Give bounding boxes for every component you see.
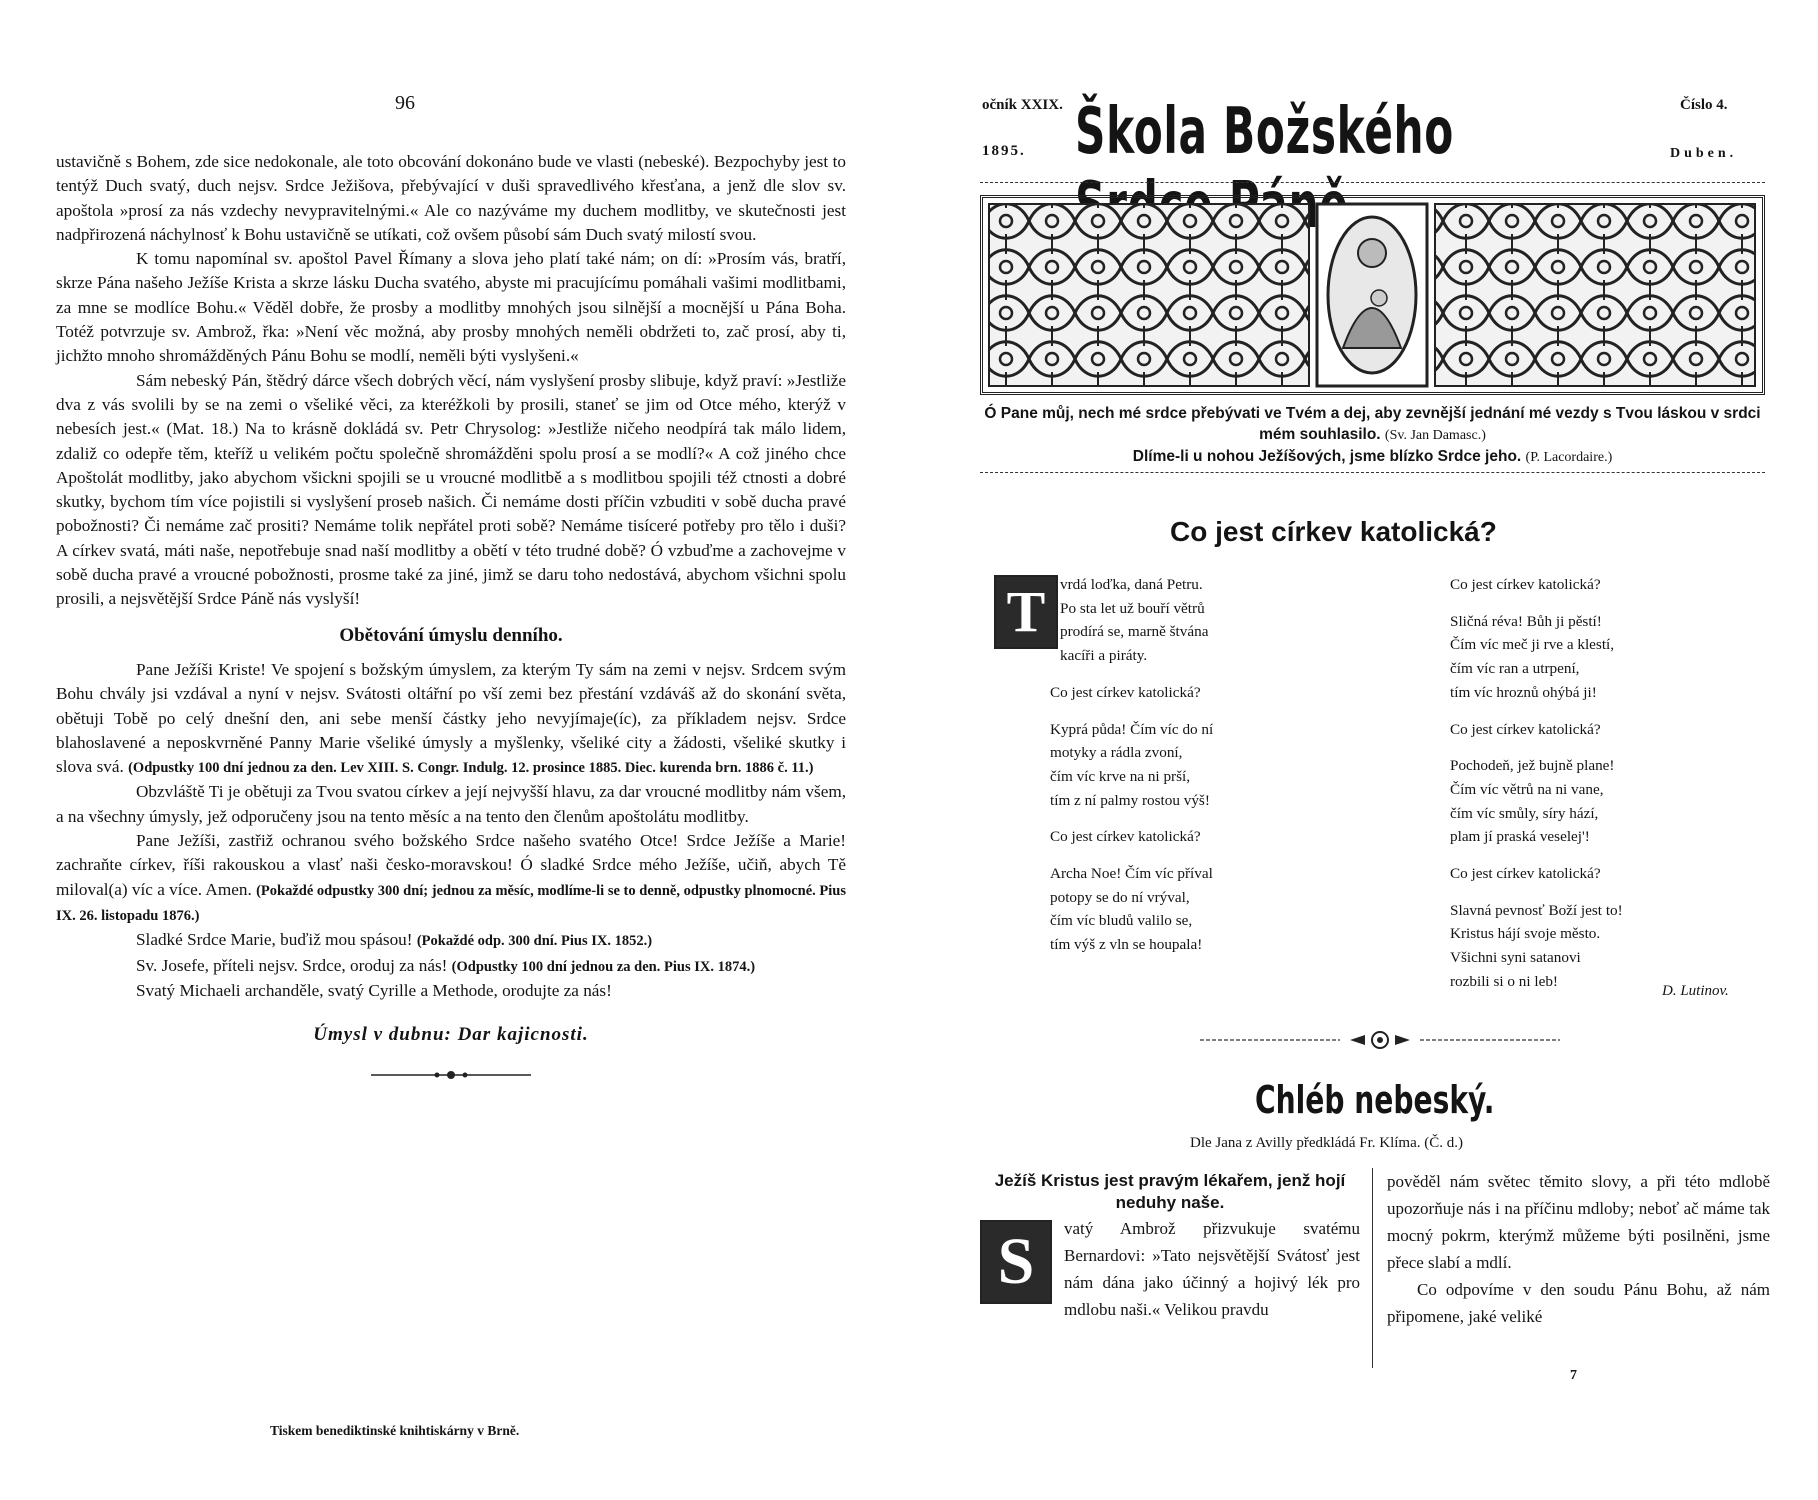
refrain: Co jest církev katolická? [1450, 720, 1601, 738]
ornament-scroll-icon [983, 198, 1762, 392]
column-divider [1372, 1168, 1373, 1368]
motto-citation: (Sv. Jan Damasc.) [1384, 428, 1486, 443]
article-paragraph [980, 1215, 1360, 1323]
article-column-right [1387, 1168, 1770, 1330]
motto-citation: (P. Lacordaire.) [1525, 450, 1613, 465]
stanza: Archa Noe! Čím víc příval potopy se do ní vrýval, čím víc bludů valilo se, tím výš z vln se houpala! [1050, 865, 1213, 954]
prayer-text: Sladké Srdce Marie, buďiž mou spásou! [136, 930, 413, 950]
poem-column-right [1450, 573, 1750, 1007]
stanza: Pochodeň, jež bujně plane! Čím víc větrů na ni vane, čím víc smůly, síry hází, plam jí praská veselej'! [1450, 757, 1615, 846]
article-title: Chléb nebeský. [1255, 1078, 1495, 1122]
refrain: Co jest církev katolická? [1050, 828, 1201, 846]
prayer [56, 658, 846, 780]
rule [980, 182, 1765, 183]
article-section-heading: Ježíš Kristus jest pravým lékařem, jenž hojí neduhy naše. [994, 1171, 1346, 1212]
article-dropcap: S [980, 1220, 1052, 1304]
poem-dropcap: T [994, 575, 1058, 649]
poem-author: D. Lutinov. [1662, 983, 1729, 999]
article-paragraph: pověděl nám světec těmito slovy, a při této mdlobě upozorňuje nás i na příčinu mdloby; neboť ač máme tak mocný pokrm, kterýmž můžeme býti posilněni, jsme přece slabí a mdlí. [1387, 1172, 1770, 1272]
paragraph: ustavičně s Bohem, zde sice nedokonale, ale toto obcování dokonáno bude ve vlasti (nebeské). Bezpochyby jest to tentýž Duch svatý, duch nejsv. Srdce Ježišova, přebývající v duši spravedlivého křesťana, a jenž dle slov sv. apoštola »prosí za nás vzdechy nevypravitelnými.« Ale co nazýváme my duchem modlitby, ve skutečnosti jest nadpřirozená náchylnosť k Bohu ustavičně se utíkati, což ovšem působí sám Duch svatý milostí svou. [56, 152, 846, 244]
month-label: Duben. [1670, 146, 1738, 161]
prayer [56, 954, 846, 979]
divider-ornament-icon [371, 1068, 531, 1082]
section-divider-icon [1200, 1030, 1560, 1050]
poem-title: Co jest církev katolická? [1170, 516, 1497, 547]
prayer [56, 928, 846, 953]
dropcap-spacer [980, 1215, 1064, 1315]
prayer-text: Pane Ježíši Kriste! Ve spojení s božským úmyslem, za kterým Ty sám na zemi v nejsv. Srdcem svým Bohu chvály jsi vzdával a nyní v nejsv. Svátosti oltářní po vší zemi bez přestání vzdáváš až do skonání světa, obětuji Tobě po celý dnešní den, ani sebe menší částky jeho nevyjímaje(íc), za příkladem nejsv. Srdce blahoslavené a neposkvrněné Panny Marie všeliké úmysly a myšlenky, všeliké city a žádosti, všeliké skutky i slova svá. [56, 659, 846, 777]
indulgence-note: (Pokaždé odp. 300 dní. Pius IX. 1852.) [416, 933, 653, 950]
motto-block [980, 403, 1765, 468]
left-page-number: 96 [395, 92, 415, 114]
rule [980, 472, 1765, 473]
refrain: Co jest církev katolická? [1450, 865, 1601, 883]
masthead-title: Škola Božského [1075, 95, 1454, 169]
motto-line [980, 403, 1765, 446]
right-page [910, 0, 1818, 1500]
article-column-left [980, 1215, 1360, 1323]
ornamental-banner [980, 195, 1765, 395]
stanza: vrdá loďka, daná Petru. Po sta let už bouří větrů prodírá se, marně štvána kacíři a piráty. [1060, 576, 1209, 665]
divider-ornament [56, 1065, 846, 1089]
article-text: vatý Ambrož přizvukuje svatému Bernardovi: »Tato nejsvětější Svátosť jest nám dána jako účinný a hojivý lék pro mdlobu naši.« Velikou pravdu [1064, 1219, 1360, 1319]
indulgence-note: (Odpustky 100 dní jednou za den. Lev XIII. S. Congr. Indulg. 12. prosince 1885. Diec. kurenda brn. 1886 č. 11.) [128, 760, 814, 777]
paragraph: Sám nebeský Pán, štědrý dárce všech dobrých věcí, nám vyslyšení prosby slibuje, když praví: »Jestliže dva z vás svolili by se na zemi o všeliké věci, za kteréžkoli by prosili, staneť se jim od Otce mého, kterýž v nebesích jest.« (Mat. 18.) Na to krásně dokládá sv. Petr Chrysolog: »Jestliže ničeho neodpírá tak málo lidem, zdaliž co odepře těm, kteříž u velikém počtu společně shromážděni spolu prosí a se modlí?« A což jiného chce Apoštolát modlitby, jako abychom všickni spojili se u vroucné modlitbě a s modlitbou spojili též ctnosti a dobré skutky, bychom tím více pojistili si vyslyšení proseb našich. Či nemáme dosti příčin vzbuditi v sobě ducha pravé pobožnosti? Či nemáme zač prositi? Nemáme tolik nepřátel proti sobě? Nemáme tisíceré potřeby pro tělo i duši? A církev svatá, máti naše, nepotřebuje snad naší modlitby a obětí v této trudné době? Ó vzbuďme a zachovejme v sobě ducha pravé a vroucné pobožnosti, prosme také za jiné, jimž se daru toho nedostává, abychom všichni spolu prosili, a nejsvětější Srdce Páně nás vyslyší! [56, 370, 846, 609]
prayer [56, 829, 846, 928]
prayer: Obzvláště Ti je obětuji za Tvou svatou církev a její nejvyšší hlavu, za dar vroucné modlitby nám všem, a na všechny úmysly, jež odporučeny jsou na tento měsíc a na tento den členům apoštolátu modlitby. [56, 782, 846, 826]
motto-text: Ó Pane můj, nech mé srdce přebývati ve Tvém a dej, aby zevnější jednání mé vezdy s Tvou láskou v srdci mém souhlasilo. [984, 405, 1761, 443]
volume-label: očník XXIX. [982, 97, 1063, 113]
year-label: 1895. [982, 143, 1026, 159]
poem-column-left [1050, 573, 1340, 970]
motto-line [980, 446, 1765, 468]
printer-imprint: Tiskem benediktinské knihtiskárny v Brně. [270, 1423, 520, 1438]
prayer-text: Pane Ježíši, zastřiž ochranou svého božského Srdce našeho svatého Otce! Srdce Ježíše a Marie! zachraňte církev, říši rakouskou a vlasť naši česko-moravskou! Ó sladké Srdce mého Ježíše, učiň, abych Tě miloval(a) víc a více. Amen. [56, 831, 846, 899]
refrain: Co jest církev katolická? [1050, 683, 1201, 701]
indulgence-note: (Odpustky 100 dní jednou za den. Pius IX. 1874.) [451, 958, 756, 975]
indulgence-note: (Pokaždé odpustky 300 dní; jednou za měsíc, modlíme-li se to denně, odpustky plnomocné. Pius IX. 26. listopadu 1876.) [56, 882, 846, 924]
left-page [0, 0, 900, 1500]
monthly-intention: Úmysl v dubnu: Dar kajicnosti. [313, 1024, 589, 1046]
article-subtitle: Dle Jana z Avilly předkládá Fr. Klíma. (Č. d.) [1190, 1135, 1463, 1151]
left-body-text [56, 150, 846, 1090]
prayer-text: Sv. Josefe, příteli nejsv. Srdce, oroduj za nás! [136, 955, 448, 975]
refrain: Co jest církev katolická? [1450, 576, 1601, 593]
stanza: Sličná réva! Bůh ji pěstí! Čím víc meč ji rve a klestí, čím víc ran a utrpení, tím víc hroznů ohýbá ji! [1450, 612, 1615, 701]
prayer: Svatý Michaeli archanděle, svatý Cyrille a Methode, orodujte za nás! [136, 980, 612, 1000]
right-page-number: 7 [1570, 1368, 1577, 1383]
paragraph: K tomu napomínal sv. apoštol Pavel Římany a slova jeho platí také nám; on dí: »Prosím vás, bratří, skrze Pána našeho Ježíše Krista a skrze lásku Ducha svatého, abyste mi pracujícímu pomáhali vašimi modlitbami, za mne se modlíce Bohu.« Věděl dobře, že prosby a modlitby mnohých jsou silnější a mocnější u Pána Boha. Totéž potvrzuje sv. Ambrož, řka: »Není věc možná, aby prosby mnohých neměli obdržeti to, zač prosí, aby ti, jichžto mnoho shromážděných Pánu Bohu se modlí, neměli býti vyslyšeni.« [56, 249, 846, 366]
section-heading: Obětování úmyslu denního. [339, 624, 563, 646]
stanza: Slavná pevnosť Boží jest to! Kristus hájí svoje město. Všichni syni satanovi rozbili si o ni leb! [1450, 901, 1623, 990]
motto-text: Dlíme-li u nohou Ježíšových, jsme blízko Srdce jeho. [1132, 448, 1522, 465]
stanza: Kyprá půda! Čím víc do ní motyky a rádla zvoní, čím víc krve na ni prší, tím z ní palmy rostou výš! [1050, 720, 1214, 809]
article-paragraph: Co odpovíme v den soudu Pánu Bohu, až nám připomene, jaké veliké [1387, 1280, 1770, 1326]
issue-label: Číslo 4. [1680, 97, 1728, 113]
